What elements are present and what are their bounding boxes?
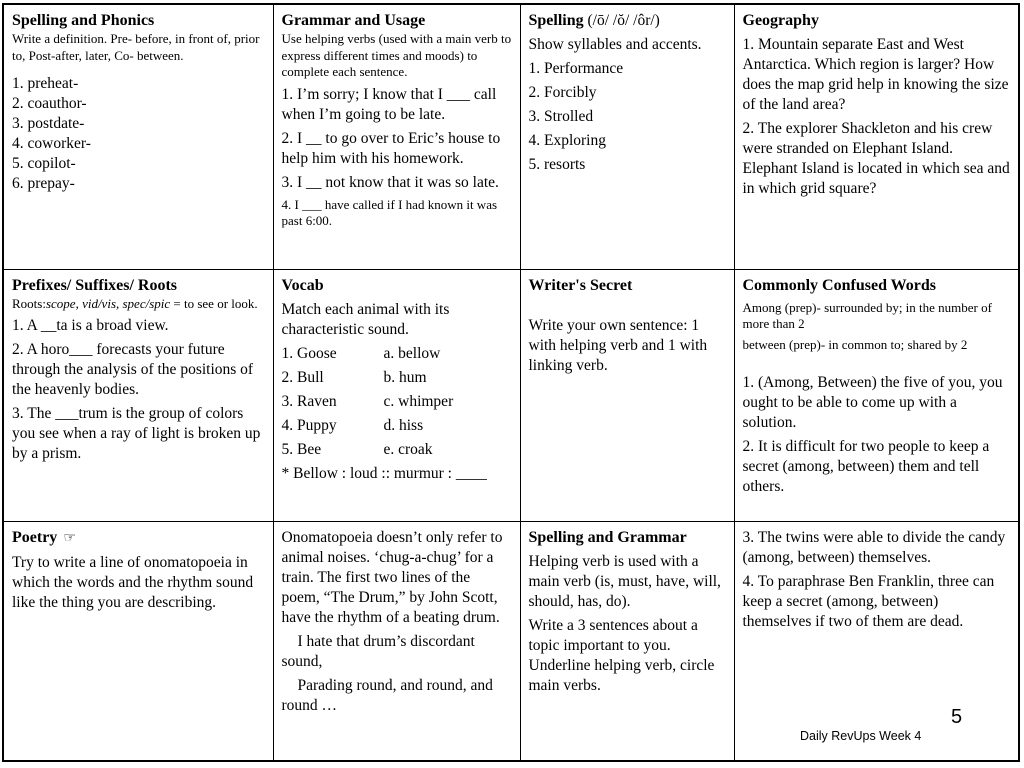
list-item: 3. Strolled [528,108,594,125]
cell-title: Commonly Confused Words [742,276,937,294]
cell-instructions: Match each animal with its characteristic sound. [281,300,450,338]
cell-confused-words-continued [734,521,1019,761]
worksheet-grid [2,3,1020,762]
sound: b. hum [383,368,427,386]
grid-row-3 [3,521,1019,761]
roots-label: Roots: [12,295,46,311]
list-item: 4. To paraphrase Ben Franklin, three can keep a secret (among, between) themselves if two of them are dead. [742,572,995,630]
sound: d. hiss [383,416,424,434]
cell-title: Geography [742,12,819,29]
cell-heading [529,11,726,31]
match-row [282,368,512,388]
poem-line: I hate that drum’s discordant sound, [281,632,475,670]
animal: 2. Bull [281,368,324,386]
page-number: 5 [951,706,963,728]
cell-grammar-usage [273,4,520,269]
animal: 5. Bee [281,440,322,458]
item-list [529,59,726,175]
list-item: 1. Mountain separate East and West Antarctica. Which region is larger? How does the map grid help in knowing the size of the land area? [742,36,1009,113]
animal: 1. Goose [281,344,337,362]
list-item: 4. Exploring [528,132,606,149]
cell-instructions: Show syllables and accents. [528,36,702,53]
definition-among: Among (prep)- surrounded by; in the number of more than 2 [742,299,992,331]
cell-heading [12,528,265,549]
cell-title: Spelling and Phonics [12,12,155,29]
list-item: 1. (Among, Between) the five of you, you ought to be able to come up with a solution. [742,374,1003,431]
list-item: 3. The twins were able to divide the candy (among, between) themselves. [742,528,1006,566]
animal: 4. Puppy [281,416,337,434]
match-row [282,392,512,412]
list-item: 4. coworker- [12,135,91,152]
list-item: 6. prepay- [12,175,75,192]
phonetic-symbols: (/ō/ /ŏ/ /ôr/) [587,12,660,29]
list-item: 5. resorts [528,156,586,173]
list-item: 2. A horo___ forecasts your future through the analysis of the positions of the heavenly bodies. [12,341,254,398]
sound: e. croak [383,440,433,458]
list-item: 4. I ___ have called if I had known it was past 6:00. [281,196,498,228]
cell-prefixes-suffixes-roots [3,269,273,521]
grid-row-2 [3,269,1019,521]
cell-title: Spelling and Grammar [528,528,687,546]
cell-vocab [273,269,520,521]
list-item: 1. I’m sorry; I know that I ___ call when I’m going to be late. [281,85,497,123]
cell-spelling-grammar [520,521,734,761]
cell-instructions: Use helping verbs (used with a main verb to express different times and moods) to complete each sentence. [281,31,512,79]
animal: 3. Raven [281,392,337,410]
list-item: 2. It is difficult for two people to keep a secret (among, between) them and tell others. [742,438,990,495]
cell-text: Write a 3 sentences about a topic important to you. Underline helping verb, circle main verbs. [528,616,715,694]
sound: a. bellow [383,344,441,362]
list-item: 1. preheat- [12,75,79,92]
footer-label: Daily RevUps Week 4 [800,729,922,743]
pointing-hand-icon: ☞ [63,530,76,546]
cell-text: Onomatopoeia doesn’t only refer to animal noises. ‘chug-a-chug’ for a train. The first two lines of the poem, “The Drum,” by John Scott, have the rhythm of a beating drum. [281,528,503,626]
roots-line [12,296,265,313]
match-row [282,344,512,364]
match-row [282,416,512,436]
list-item: 1. Performance [528,60,624,77]
list-item: 3. I __ not know that it was so late. [281,173,499,191]
cell-title: Writer's Secret [528,276,633,294]
list-item: 2. I __ to go over to Eric’s house to help him with his homework. [281,129,501,167]
cell-title: Spelling [528,12,584,29]
sound: c. whimper [383,392,454,410]
poem-line: Parading round, and round, and round … [281,676,493,714]
cell-spelling-syllables [520,4,734,269]
cell-title: Grammar and Usage [281,12,426,29]
list-item: 2. coauthor- [12,95,87,112]
list-item: 3. postdate- [12,115,85,132]
cell-spelling-phonics [3,4,273,269]
cell-geography [734,4,1019,269]
grid-row-1 [3,4,1019,269]
cell-writers-secret [520,269,734,521]
list-item: 2. Forcibly [528,84,597,101]
match-list [282,344,512,460]
cell-text: Try to write a line of onomatopoeia in which the words and the rhythm sound like the thing you are describing. [12,553,254,611]
roots-list: scope, vid/vis, spec/spic [45,295,171,311]
cell-confused-words [734,269,1019,521]
cell-title: Vocab [281,276,324,294]
list-item: 5. copilot- [12,155,76,172]
list-item: 1. A __ta is a broad view. [12,317,169,334]
cell-instructions: Write a definition. Pre- before, in front of, prior to, Post-after, later, Co- between. [12,31,260,63]
definition-between: between (prep)- in common to; shared by 2 [742,336,968,352]
cell-poetry [3,521,273,761]
cell-text: Write your own sentence: 1 with helping verb and 1 with linking verb. [528,316,708,374]
analogy: * Bellow : loud :: murmur : ____ [281,464,487,482]
cell-text: Helping verb is used with a main verb (is, must, have, will, should, has, do). [528,552,721,610]
roots-meaning: = to see or look. [170,295,258,311]
cell-title: Poetry [12,528,58,546]
cell-title: Prefixes/ Suffixes/ Roots [12,276,178,294]
list-item: 2. The explorer Shackleton and his crew were stranded on Elephant Island. Elephant Island is located in which sea and in which grid square? [742,120,1010,197]
list-item: 3. The ___trum is the group of colors you see when a ray of light is broken up by a prism. [12,405,261,462]
item-list [12,74,265,194]
cell-onomatopoeia [273,521,520,761]
match-row [282,440,512,460]
